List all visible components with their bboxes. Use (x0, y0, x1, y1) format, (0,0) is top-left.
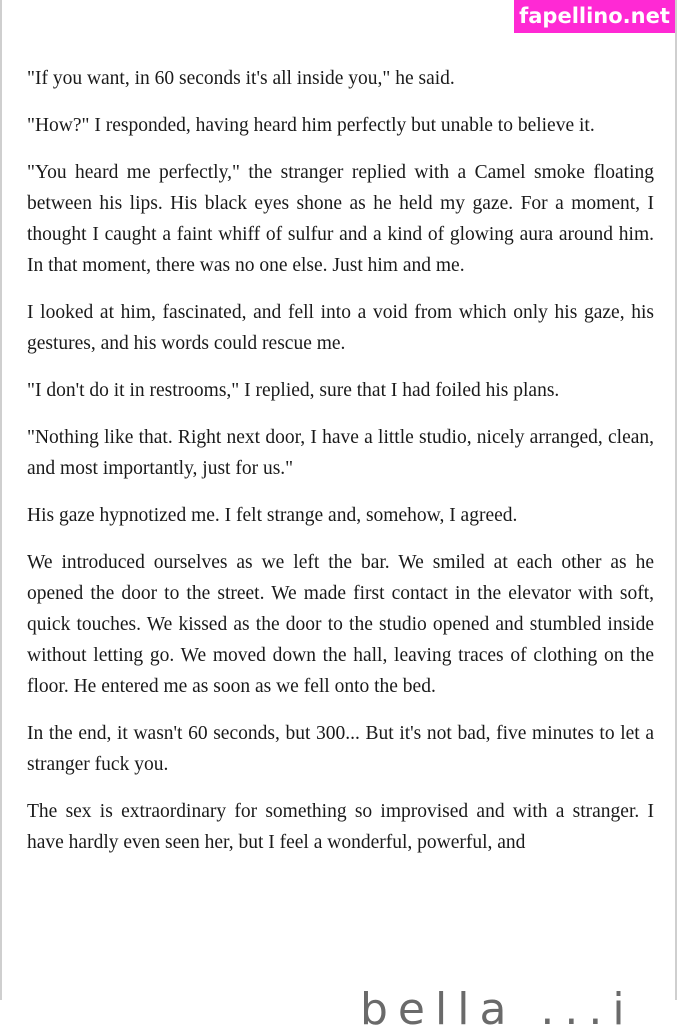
cropped-heading (2, 982, 679, 1035)
paragraph: "You heard me perfectly," the stranger replied with a Camel smoke floating between his lips. His black eyes shone as he held my gaze. For a moment, I thought I caught a faint whiff of sulfur and a kind of glowing aura around him. In that moment, there was no one else. Just him and me. (27, 162, 654, 276)
paragraph: "If you want, in 60 seconds it's all inside you," he said. (27, 68, 455, 89)
paragraph: In the end, it wasn't 60 seconds, but 300... But it's not bad, five minutes to let a stranger fuck you. (27, 723, 654, 775)
paragraph: "Nothing like that. Right next door, I have a little studio, nicely arranged, clean, and most importantly, just for us." (27, 427, 654, 479)
paragraph: We introduced ourselves as we left the bar. We smiled at each other as he opened the door to the street. We made first contact in the elevator with soft, quick touches. We kissed as the door to the studio opened and stumbled inside without letting go. We moved down the hall, leaving traces of clothing on the floor. He entered me as soon as we fell onto the bed. (27, 552, 654, 697)
watermark-logo: fapellino.net (514, 0, 675, 33)
paragraph: His gaze hypnotized me. I felt strange and, somehow, I agreed. (27, 505, 518, 526)
paragraph: I looked at him, fascinated, and fell into a void from which only his gaze, his gestures, and his words could rescue me. (27, 302, 654, 354)
text-body (27, 63, 654, 874)
paragraph: "How?" I responded, having heard him perfectly but unable to believe it. (27, 115, 595, 136)
cropped-heading-text: bella ...i (360, 984, 635, 1035)
paragraph: "I don't do it in restrooms," I replied, sure that I had foiled his plans. (27, 380, 560, 401)
paragraph: The sex is extraordinary for something so improvised and with a stranger. I have hardly even seen her, but I feel a wonderful, powerful, and (27, 801, 654, 853)
